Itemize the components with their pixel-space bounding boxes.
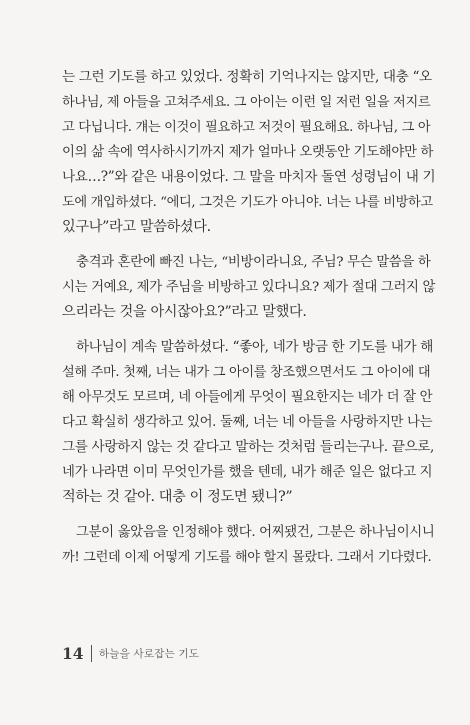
text-line: 네가 나라면 이미 무엇인가를 했을 텐데, 내가 해준 일은 없다고 지 [62, 465, 433, 480]
text-line: 다고 확실히 생각하고 있어. 둘째, 너는 네 아들을 사랑하지만 나는 [62, 415, 433, 430]
text-line: 고 다닙니다. 걔는 이것이 필요하고 저것이 필요해요. 하나님, 그 아 [62, 120, 431, 135]
text-line: 으리라는 것을 아시잖아요?”라고 말했다. [62, 304, 307, 320]
text-line: 충격과 혼란에 빠진 나는, “비방이라니요, 주님? 무슨 말씀을 하 [76, 255, 431, 270]
text-line: 까! 그런데 이제 어떻게 기도를 해야 할지 몰랐다. 그래서 기다렸다. [62, 550, 432, 565]
text-line: 나요…?”와 같은 내용이었다. 그 말을 마치자 돌연 성령님이 내 기 [62, 169, 436, 185]
text-line: 하나님이 계속 말씀하셨다. “좋아, 네가 방금 한 기도를 내가 해 [76, 339, 434, 355]
paragraph-4 [62, 520, 435, 570]
page-number: 14 [62, 643, 84, 663]
text-line: 시는 거예요, 제가 주님을 비방하고 있다니요? 제가 절대 그러지 않 [62, 280, 436, 295]
text-line: 그를 사랑하지 않는 것 같다고 말하는 것처럼 들리는구나. 끝으로, [62, 439, 435, 455]
body-text [62, 65, 435, 570]
text-line: 도에 개입하셨다. “에디, 그것은 기도가 아니야. 너는 나를 비방하고 [62, 195, 433, 210]
footer-divider [91, 645, 92, 662]
text-line: 하나님, 제 아들을 고쳐주세요. 그 아이는 이런 일 저런 일을 저지르 [62, 95, 431, 110]
paragraph-1 [62, 65, 435, 240]
page-footer [62, 642, 199, 664]
text-line: 설해 주마. 첫째, 너는 내가 그 아이를 창조했으면서도 그 아이에 대 [62, 365, 431, 380]
text-line: 있구나”라고 말씀하셨다. [62, 219, 211, 235]
paragraph-3 [62, 335, 435, 510]
text-line: 적하는 것 같아. 대충 이 정도면 됐니?” [62, 489, 293, 505]
paragraph-2 [62, 250, 435, 325]
text-line: 이의 삶 속에 역사하시기까지 제가 얼마나 오랫동안 기도해야만 하 [62, 145, 434, 160]
text-line: 는 그런 기도를 하고 있었다. 정확히 기억나지는 않지만, 대충 “오 [62, 69, 432, 85]
text-line: 그분이 옳았음을 인정해야 했다. 어찌됐건, 그분은 하나님이시니 [76, 525, 435, 540]
text-line: 해 아무것도 모르며, 네 아들에게 무엇이 필요한지는 네가 더 잘 안 [62, 390, 433, 405]
running-title: 하늘을 사로잡는 기도 [98, 647, 200, 660]
